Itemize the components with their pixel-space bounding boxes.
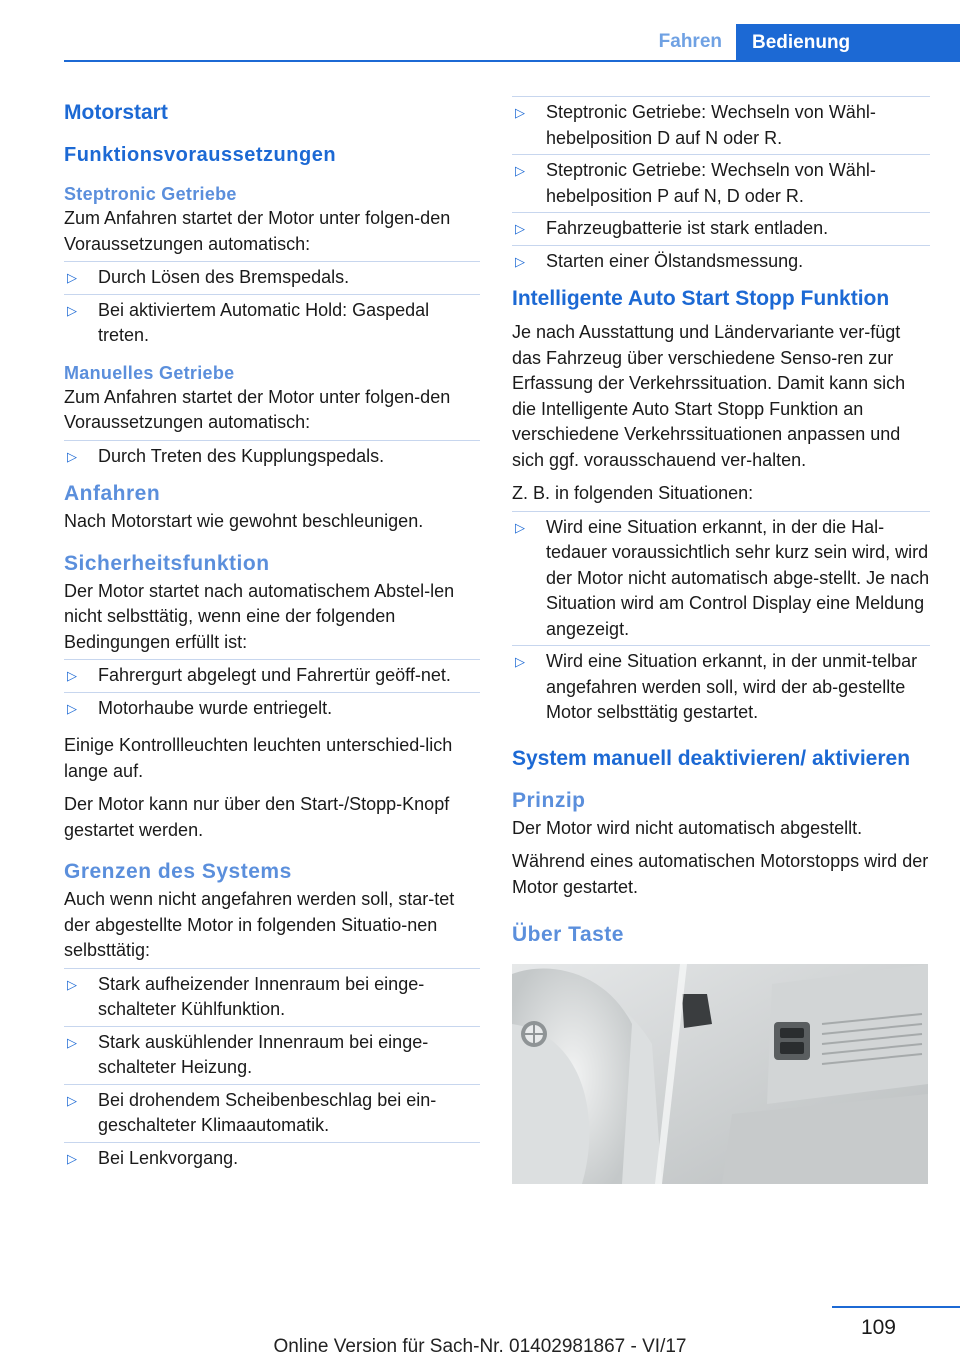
list-grenzen: [64, 972, 480, 1172]
list-item: ▷ Bei Lenkvorgang.: [64, 1146, 480, 1172]
list-item: ▷ Stark auskühlender Innenraum bei einge-schalteter Heizung.: [64, 1030, 480, 1081]
header-rule: [64, 60, 960, 62]
list-item: ▷ Stark aufheizender Innenraum bei einge-schalteter Kühlfunktion.: [64, 972, 480, 1023]
paragraph-manuell: Zum Anfahren startet der Motor unter folgen-den Voraussetzungen automatisch:: [64, 386, 451, 432]
paragraph-grenzen: Auch wenn nicht angefahren werden soll, star-tet der abgestellte Motor in folgenden Situatio-nen selbsttätig:: [64, 889, 455, 960]
list-item: ▷ Wird eine Situation erkannt, in der unmit-telbar angefahren werden soll, wird der ab-gestellte Motor selbsttätig gestartet.: [512, 649, 930, 726]
paragraph-kontrollleuchten: Einige Kontrollleuchten leuchten unterschied-lich lange auf.: [64, 735, 453, 781]
triangle-right-icon: ▷: [515, 253, 525, 269]
dashboard-illustration: [512, 964, 928, 1184]
heading-intelligente-auto-start-stopp: Intelligente Auto Start Stopp Funktion: [512, 287, 890, 310]
heading-anfahren: Anfahren: [64, 482, 161, 505]
triangle-right-icon: ▷: [67, 668, 77, 683]
heading-system-manuell: System manuell deaktivieren/ aktivieren: [512, 746, 911, 770]
footer-online-version: Online Version für Sach-Nr. 01402981867 - VI/17: [273, 1336, 687, 1357]
paragraph-sicherheit: Der Motor startet nach automatischem Abstel-len nicht selbsttätig, wenn eine der folgenden Bedingungen erfüllt ist:: [64, 580, 455, 652]
heading-steptronic-getriebe: Steptronic Getriebe: [64, 184, 237, 204]
triangle-right-icon: ▷: [67, 1150, 77, 1166]
triangle-right-icon: ▷: [67, 700, 77, 716]
list-item: ▷ Durch Lösen des Bremspedals.: [64, 265, 480, 291]
header-tab-fahren: Fahren: [658, 31, 722, 52]
paragraph-prinzip: Der Motor wird nicht automatisch abgestellt.: [512, 817, 863, 838]
heading-grenzen: Grenzen des Systems: [64, 860, 292, 883]
page-number: 109: [860, 1316, 896, 1339]
list-weitere-situationen: [512, 100, 930, 274]
list-situationen: [512, 515, 930, 726]
paragraph-anfahren: Nach Motorstart wie gewohnt beschleunigen.: [64, 511, 424, 531]
heading-funktionsvoraussetzungen: Funktionsvoraussetzungen: [64, 144, 337, 166]
left-column: [64, 100, 480, 1183]
triangle-right-icon: ▷: [515, 105, 525, 120]
triangle-right-icon: ▷: [67, 448, 77, 464]
dashboard-photo: [512, 964, 928, 1184]
header-tab-bedienung: Bedienung: [736, 24, 960, 62]
triangle-right-icon: ▷: [67, 270, 77, 285]
triangle-right-icon: ▷: [67, 1034, 77, 1050]
paragraph-zb: Z. B. in folgenden Situationen:: [512, 483, 754, 503]
list-item: ▷ Steptronic Getriebe: Wechseln von Wähl-hebelposition D auf N oder R.: [512, 100, 930, 151]
list-item: ▷ Starten einer Ölstandsmessung.: [512, 249, 930, 275]
page-number-rule: [832, 1306, 960, 1308]
heading-prinzip: Prinzip: [512, 788, 586, 812]
heading-sicherheitsfunktion: Sicherheitsfunktion: [64, 551, 270, 575]
heading-ueber-taste: Über Taste: [512, 923, 624, 946]
triangle-right-icon: ▷: [515, 654, 525, 669]
paragraph-intelligent: Je nach Ausstattung und Ländervariante ver-fügt das Fahrzeug über verschiedene Senso-ren zur Erfassung der Verkehrssituation. Damit kann sich die Intelligente Auto Start Stopp Funktion an verschiedene Verkehrssituationen anpassen und sich ggf. vorausschauend ver-halten.: [512, 322, 906, 470]
paragraph-steptronic: Zum Anfahren startet der Motor unter folgen-den Voraussetzungen automatisch:: [64, 208, 451, 254]
heading-motorstart: Motorstart: [64, 101, 168, 124]
triangle-right-icon: ▷: [515, 221, 525, 236]
right-column: [512, 100, 930, 1184]
list-item: ▷ Motorhaube wurde entriegelt.: [64, 696, 480, 722]
list-item: ▷ Fahrergurt abgelegt und Fahrertür geöff-net.: [64, 663, 480, 689]
list-steptronic: [64, 265, 480, 349]
list-item: ▷ Fahrzeugbatterie ist stark entladen.: [512, 216, 930, 242]
triangle-right-icon: ▷: [515, 519, 525, 535]
list-item: ▷ Durch Treten des Kupplungspedals.: [64, 444, 480, 470]
list-item: ▷ Steptronic Getriebe: Wechseln von Wähl-hebelposition P auf N, D oder R.: [512, 158, 930, 209]
list-item: ▷ Bei drohendem Scheibenbeschlag bei ein-geschalteter Klimaautomatik.: [64, 1088, 480, 1139]
list-sicherheit: [64, 663, 480, 721]
triangle-right-icon: ▷: [515, 163, 525, 178]
page-header: [0, 0, 960, 64]
paragraph-waehrend: Während eines automatischen Motorstopps wird der Motor gestartet.: [512, 851, 929, 897]
triangle-right-icon: ▷: [67, 1092, 77, 1108]
triangle-right-icon: ▷: [67, 976, 77, 992]
heading-manuelles-getriebe: Manuelles Getriebe: [64, 362, 235, 383]
list-item: ▷ Wird eine Situation erkannt, in der die Hal-tedauer voraussichtlich sehr kurz sein wird, wird der Motor nicht automatisch abge-stellt. Je nach Situation wird am Control Display eine Meldung angezeigt.: [512, 515, 930, 643]
list-manuell: [64, 444, 480, 470]
triangle-right-icon: ▷: [67, 302, 77, 318]
list-item: ▷ Bei aktiviertem Automatic Hold: Gaspedal treten.: [64, 298, 480, 349]
paragraph-start-stopp-knopf: Der Motor kann nur über den Start-/Stopp-Knopf gestartet werden.: [64, 794, 450, 840]
